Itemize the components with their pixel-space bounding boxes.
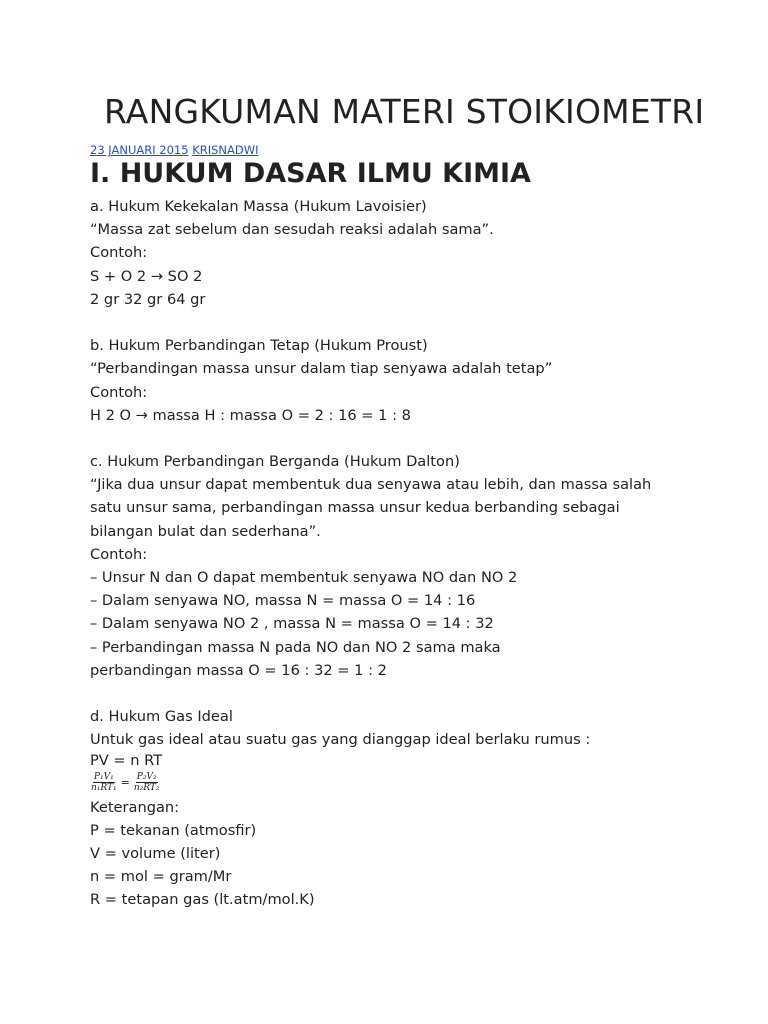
section-a-example-label: Contoh: (90, 244, 148, 262)
section-c-title: c. Hukum Perbandingan Berganda (Hukum Dalton) (90, 453, 460, 471)
spacer (90, 311, 730, 334)
legend-item: V = volume (liter) (90, 844, 221, 862)
fraction-left-denominator: n₁RT₁ (91, 783, 117, 793)
section-c-quote-line: bilangan bulat dan sederhana”. (90, 522, 321, 540)
section-c-item: – Dalam senyawa NO 2 , massa N = massa O = 14 : 32 (90, 615, 494, 633)
post-date-link[interactable]: 23 JANUARI 2015 (90, 143, 189, 157)
ideal-gas-formula: PV = n RT (90, 751, 163, 769)
legend-item: P = tekanan (atmosfir) (90, 821, 257, 839)
fraction-right-numerator: P₂V₂ (136, 772, 157, 782)
equals-sign: = (120, 775, 130, 789)
section-b-quote: “Perbandingan massa unsur dalam tiap senyawa adalah tetap” (90, 360, 553, 378)
section-c-item: – Perbandingan massa N pada NO dan NO 2 sama maka (90, 638, 501, 656)
spacer (90, 427, 730, 450)
section-c-quote-line: satu unsur sama, perbandingan massa unsur kedua berbanding sebagai (90, 499, 620, 517)
section-a-quote: “Massa zat sebelum dan sesudah reaksi adalah sama”. (90, 221, 494, 239)
post-author-link[interactable]: KRISNADWI (192, 143, 259, 157)
document-title: RANGKUMAN MATERI STOIKIOMETRI (104, 92, 705, 131)
section-c-quote-line: “Jika dua unsur dapat membentuk dua senyawa atau lebih, dan massa salah (90, 476, 652, 494)
section-d-intro: Untuk gas ideal atau suatu gas yang dianggap ideal berlaku rumus : (90, 731, 591, 749)
section-a-equation: S + O 2 → SO 2 (90, 267, 203, 285)
article-body (90, 195, 730, 911)
section-b-equation: H 2 O → massa H : massa O = 2 : 16 = 1 : 8 (90, 406, 411, 424)
fraction-right (133, 772, 161, 793)
section-d-title: d. Hukum Gas Ideal (90, 708, 233, 726)
spacer (90, 682, 730, 705)
legend-label: Keterangan: (90, 798, 180, 816)
section-c-item: – Dalam senyawa NO, massa N = massa O = 14 : 16 (90, 592, 476, 610)
fraction-right-denominator: n₂RT₂ (133, 783, 160, 793)
fraction-left (90, 772, 118, 793)
legend-item: n = mol = gram/Mr (90, 868, 232, 886)
section-heading: I. HUKUM DASAR ILMU KIMIA (90, 158, 531, 189)
legend-item: R = tetapan gas (lt.atm/mol.K) (90, 891, 315, 909)
section-b-example-label: Contoh: (90, 383, 148, 401)
section-c-example-label: Contoh: (90, 545, 148, 563)
combined-gas-formula (90, 770, 730, 796)
fraction-left-numerator: P₁V₁ (93, 772, 114, 782)
section-a-masses: 2 gr 32 gr 64 gr (90, 290, 206, 308)
section-c-item: perbandingan massa O = 16 : 32 = 1 : 2 (90, 661, 387, 679)
section-b-title: b. Hukum Perbandingan Tetap (Hukum Proust) (90, 337, 428, 355)
section-a-title: a. Hukum Kekekalan Massa (Hukum Lavoisier) (90, 198, 427, 215)
post-meta (90, 143, 259, 157)
section-c-item: – Unsur N dan O dapat membentuk senyawa NO dan NO 2 (90, 569, 518, 586)
